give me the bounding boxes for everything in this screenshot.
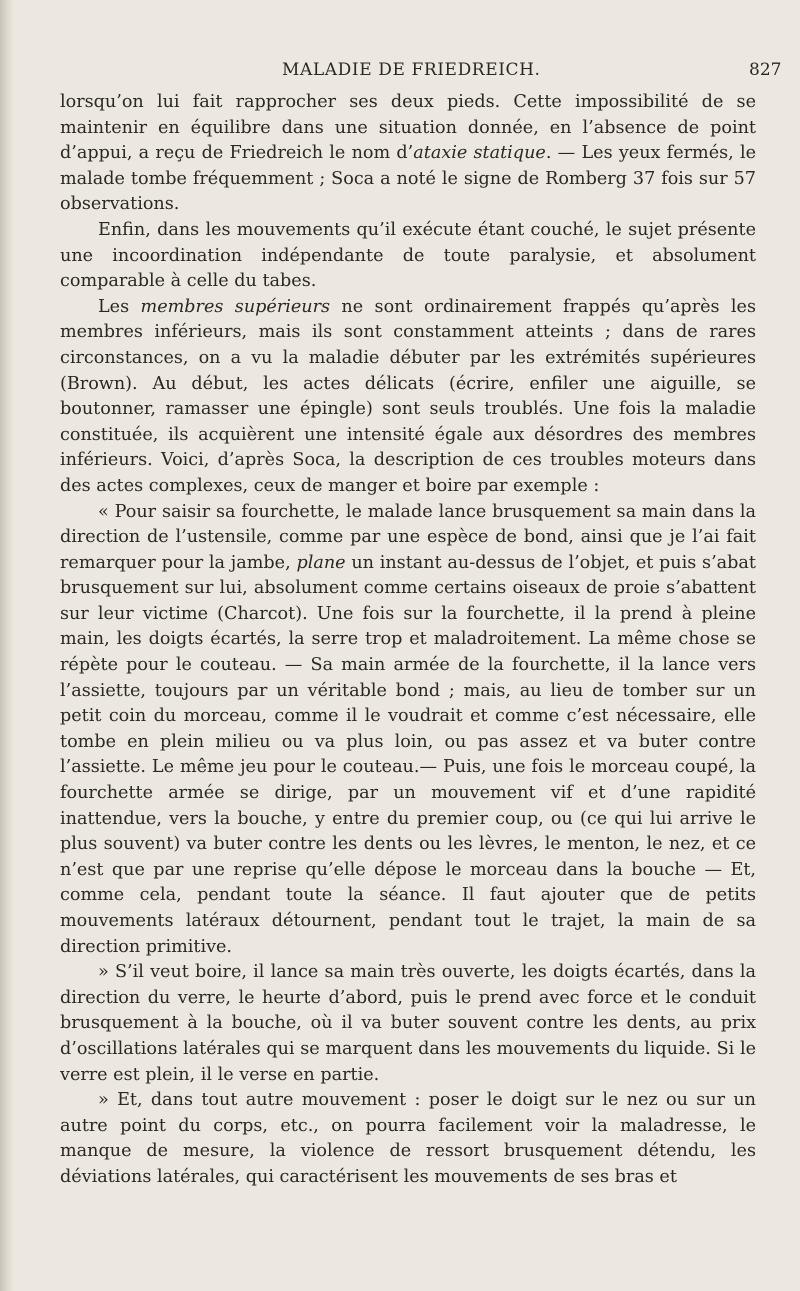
page-number: 827 <box>749 60 782 80</box>
paragraph-5 <box>60 960 756 1088</box>
text-run: Enfin, dans les mouvements qu’il exécute étant couché, le sujet présente une incoordination indépendante de toute paralysie, et absolument comparable à celle du tabes. <box>60 219 756 292</box>
body-text <box>60 90 756 1191</box>
text-run: ne sont ordinairement frappés qu’après les membres inférieurs, mais ils sont constamment atteints ; dans de rares circonstances, on a vu la maladie débuter par les extrémités supérieures (Brown). Au début, les actes délicats (écrire, enfiler une aiguille, se boutonner, ramasser une épingle) sont seuls troublés. Une fois la maladie constituée, ils acquièrent une intensité égale aux désordres des membres inférieurs. Voici, d’après Soca, la description de ces troubles moteurs dans des actes complexes, ceux de manger et boire par exemple : <box>60 296 756 496</box>
paragraph-3 <box>60 295 756 500</box>
text-run: » Et, dans tout autre mouvement : poser le doigt sur le nez ou sur un autre point du corps, etc., on pourra facilement voir la maladresse, le manque de mesure, la violence de ressort brusquement détendu, les déviations latérales, qui caractérisent les mouvements de ses bras et <box>60 1090 756 1187</box>
paragraph-2 <box>60 218 756 295</box>
text-run: Les <box>98 296 141 317</box>
text-run: » S’il veut boire, il lance sa main très ouverte, les doigts écartés, dans la direction du verre, le heurte d’abord, puis le prend avec force et le conduit brusquement à la bouche, où il va buter souvent contre les dents, au prix d’oscillations latérales qui se marquent dans les mouvements du liquide. Si le verre est plein, il le verse en partie. <box>60 962 756 1085</box>
paragraph-4 <box>60 500 756 961</box>
running-head <box>0 60 800 84</box>
text-run: lorsqu’on lui fait rapprocher ses deux pieds. Cette impossibilité de se maintenir en équilibre dans une situation donnée, en l’absence de point d’appui, a reçu de Friedreich le nom d’ <box>60 92 756 164</box>
running-title: MALADIE DE FRIEDREICH. <box>282 60 541 80</box>
paragraph-1 <box>60 90 756 218</box>
italic-term-membres-superieurs: membres supérieurs <box>140 296 331 317</box>
text-run: . — Les yeux fermés, le malade tombe fréquemment ; Soca a noté le signe de Romberg 37 fois sur 57 observations. <box>60 143 756 215</box>
text-run: un instant au-dessus de l’objet, et puis s’abat brusquement sur lui, absolument comme certains oiseaux de proie s’abattent sur leur victime (Charcot). Une fois sur la fourchette, il la prend à pleine main, les doigts écartés, la serre trop et maladroitement. La même chose se répète pour le couteau. — Sa main armée de la fourchette, il la lance vers l’assiette, toujours par un véritable bond ; mais, au lieu de tomber sur un petit coin du morceau, comme il le voudrait et comme c’est nécessaire, elle tombe en plein milieu ou va plus loin, ou pas assez et va buter contre l’assiette. Le même jeu pour le couteau.— Puis, une fois le morceau coupé, la fourchette armée se dirige, par un mouvement vif et d’une rapidité inattendue, vers la bouche, y entre du premier coup, ou (ce qui lui arrive le plus souvent) va buter contre les dents ou les lèvres, le menton, le nez, et ce n’est que par une reprise qu’elle dépose le morceau dans la bouche — Et, comme cela, pendant toute la séance. Il faut ajouter que de petits mouvements latéraux détournent, pendant tout le trajet, la main de sa direction primitive. <box>60 552 756 957</box>
italic-term-ataxie-statique: ataxie statique <box>413 143 546 164</box>
italic-term-plane: plane <box>296 552 346 573</box>
paragraph-6 <box>60 1088 756 1190</box>
text-run: « Pour saisir sa fourchette, le malade lance brusquement sa main dans la direction de l’ustensile, comme par une espèce de bond, ainsi que je l’ai fait remarquer pour la jambe, <box>60 501 756 573</box>
